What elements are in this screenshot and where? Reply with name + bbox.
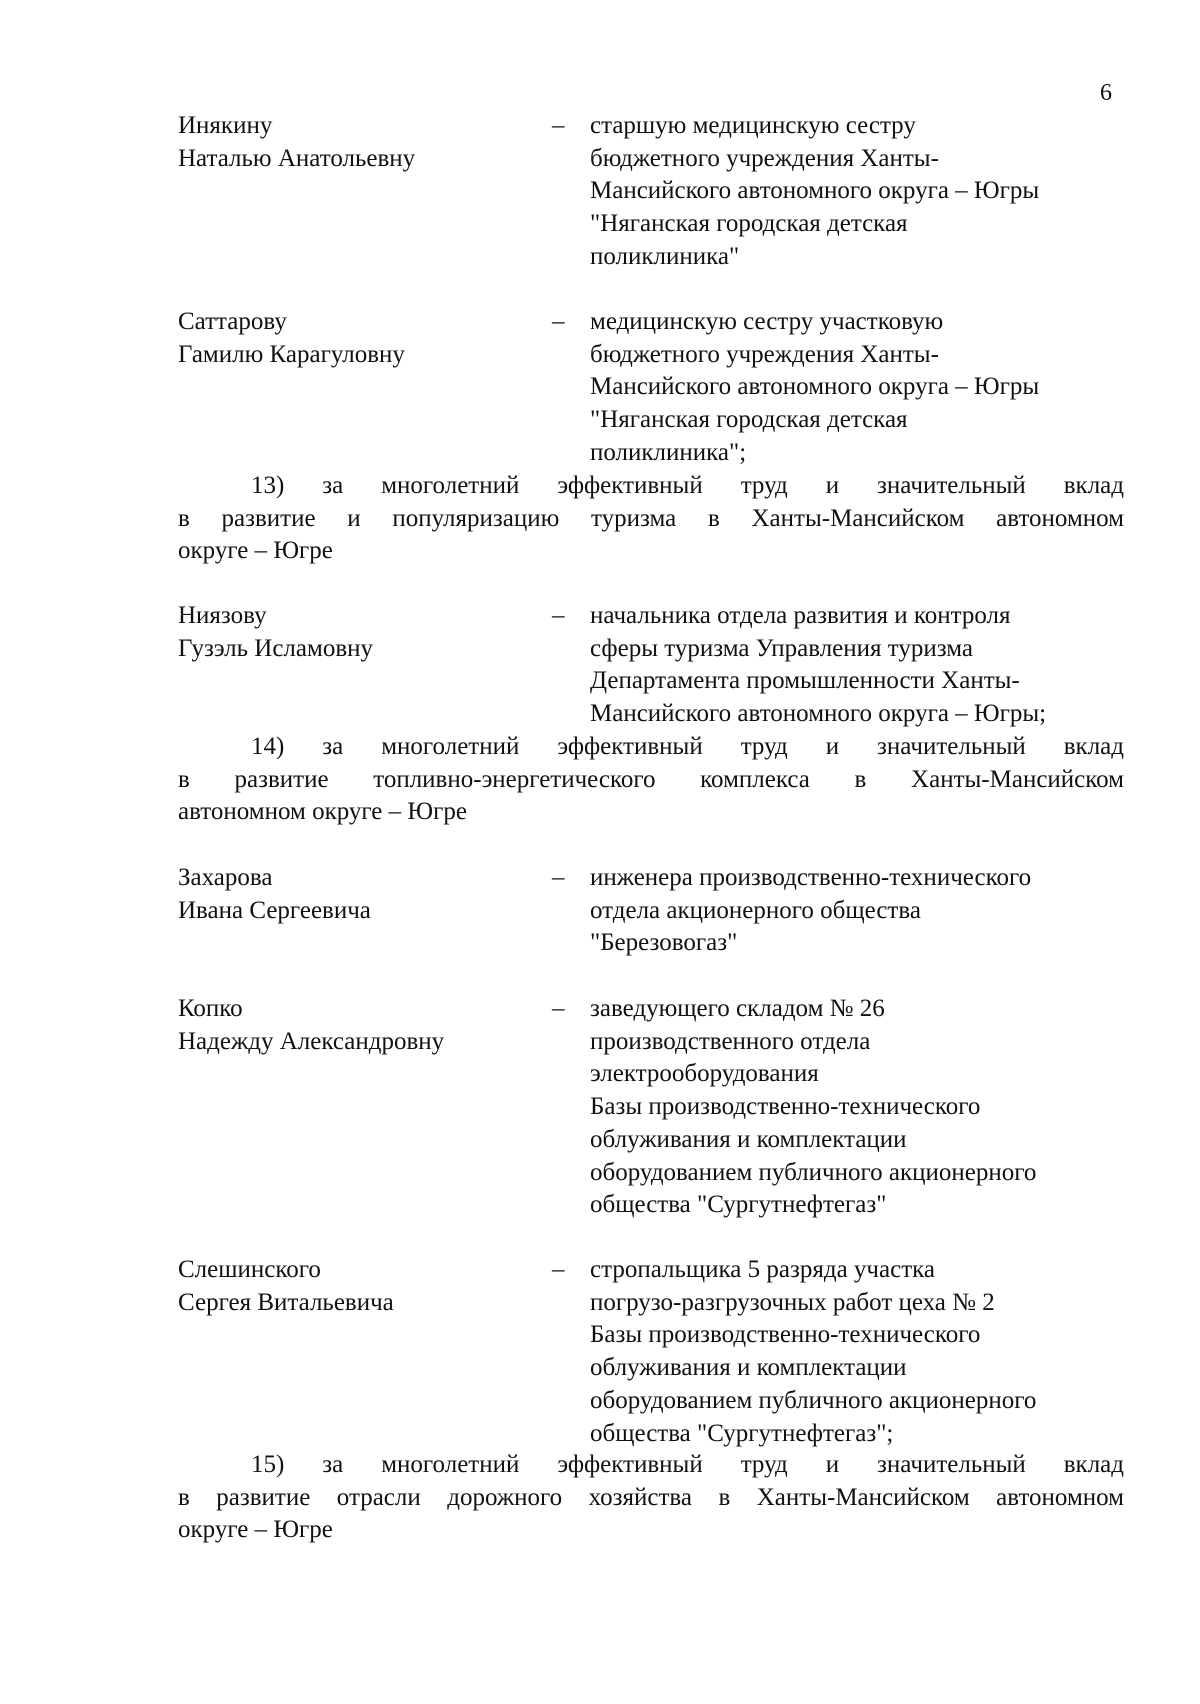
position-description [590, 862, 1118, 960]
word: и [825, 1451, 840, 1478]
word: и [825, 472, 840, 499]
desc-line: поликлиника" [590, 242, 740, 270]
word: вклад [1063, 1451, 1124, 1478]
word: и [825, 733, 840, 760]
word: труд [740, 472, 788, 499]
desc-line: производственного отдела [590, 1027, 871, 1055]
desc-line: погрузо-разгрузочных работ цеха № 2 [590, 1288, 995, 1316]
name-line: Инякину [178, 112, 273, 139]
word: вклад [1063, 733, 1124, 760]
separator-dash: – [552, 1256, 565, 1283]
paragraph-line: в развитие топливно-энергетического комплекса в Ханты-Мансийском [178, 765, 1124, 793]
person-name [178, 862, 538, 927]
desc-line: облуживания и комплектации [590, 1125, 907, 1153]
paragraph-line: округе – Югре [178, 537, 333, 565]
name-line: Сергея Витальевича [178, 1288, 394, 1316]
desc-line: Мансийского автономного округа – Югры [590, 177, 1040, 205]
word: 14) [251, 733, 285, 760]
category-paragraph [178, 731, 1124, 829]
name-line: Саттарову [178, 308, 287, 335]
desc-line: Базы производственно-технического [590, 1093, 981, 1121]
person-name [178, 1254, 538, 1319]
desc-line: Мансийского автономного округа – Югры [590, 373, 1040, 401]
paragraph-line: в развитие и популяризацию туризма в Ханты-Мансийском автономном [178, 504, 1124, 532]
word: за [322, 1451, 344, 1478]
name-line: Гамилю Карагуловну [178, 340, 405, 368]
desc-line: старшую медицинскую сестру [590, 112, 916, 139]
position-description [590, 1254, 1118, 1450]
word: многолетний [381, 472, 520, 499]
desc-line: облуживания и комплектации [590, 1354, 907, 1382]
word: 13) [251, 472, 285, 499]
position-description [590, 110, 1118, 274]
name-line: Ивана Сергеевича [178, 896, 371, 924]
word: многолетний [381, 1451, 520, 1478]
word: 15) [251, 1451, 285, 1478]
separator-dash: – [552, 864, 565, 891]
desc-line: Базы производственно-технического [590, 1321, 981, 1349]
desc-line: сферы туризма Управления туризма [590, 634, 974, 662]
word: многолетний [381, 733, 520, 760]
position-description [590, 306, 1118, 470]
page-number: 6 [1100, 80, 1112, 106]
word: эффективный [557, 1451, 703, 1478]
separator-dash: – [552, 308, 565, 335]
separator-dash: – [552, 602, 565, 629]
desc-line: начальника отдела развития и контроля [590, 602, 1011, 629]
position-description [590, 600, 1118, 731]
name-line: Ниязову [178, 602, 267, 629]
name-line: Наталью Анатольевну [178, 144, 416, 172]
separator-dash: – [552, 112, 565, 139]
desc-line: заведующего складом № 26 [590, 995, 885, 1022]
desc-line: электрооборудования [590, 1060, 819, 1088]
paragraph-line: в развитие отрасли дорожного хозяйства в Ханты-Мансийском автономном [178, 1483, 1124, 1511]
word: за [322, 472, 344, 499]
desc-line: общества "Сургутнефтегаз" [590, 1191, 887, 1219]
name-line: Копко [178, 995, 243, 1022]
desc-line: общества "Сургутнефтегаз"; [590, 1419, 894, 1447]
desc-line: поликлиника"; [590, 438, 747, 466]
word: значительный [877, 1451, 1026, 1478]
position-description [590, 993, 1118, 1222]
word: эффективный [557, 472, 703, 499]
paragraph-line-1 [178, 731, 1124, 764]
word: значительный [877, 733, 1026, 760]
name-line: Надежду Александровну [178, 1027, 445, 1055]
paragraph-line: округе – Югре [178, 1516, 333, 1544]
desc-line: "Няганская городская детская [590, 210, 908, 238]
category-paragraph [178, 1449, 1124, 1547]
person-name [178, 993, 538, 1058]
desc-line: бюджетного учреждения Ханты- [590, 144, 939, 172]
paragraph-line-1 [178, 1449, 1124, 1482]
paragraph-line-1 [178, 470, 1124, 503]
desc-line: стропальщика 5 разряда участка [590, 1256, 935, 1283]
desc-line: оборудованием публичного акционерного [590, 1158, 1037, 1186]
desc-line: "Няганская городская детская [590, 406, 908, 434]
desc-line: отдела акционерного общества [590, 896, 921, 924]
word: труд [740, 733, 788, 760]
person-name [178, 600, 538, 665]
word: труд [740, 1451, 788, 1478]
word: эффективный [557, 733, 703, 760]
desc-line: Департамента промышленности Ханты- [590, 667, 1020, 695]
paragraph-line: автономном округе – Югре [178, 798, 467, 826]
desc-line: бюджетного учреждения Ханты- [590, 340, 939, 368]
desc-line: инженера производственно-технического [590, 864, 1032, 891]
desc-line: медицинскую сестру участковую [590, 308, 944, 335]
word: вклад [1063, 472, 1124, 499]
word: значительный [877, 472, 1026, 499]
person-name [178, 110, 538, 175]
desc-line: Мансийского автономного округа – Югры; [590, 700, 1047, 728]
word: за [322, 733, 344, 760]
name-line: Слешинского [178, 1256, 321, 1283]
separator-dash: – [552, 995, 565, 1022]
name-line: Захарова [178, 864, 273, 891]
category-paragraph [178, 470, 1124, 568]
person-name [178, 306, 538, 371]
desc-line: оборудованием публичного акционерного [590, 1386, 1037, 1414]
name-line: Гузэль Исламовну [178, 634, 374, 662]
desc-line: "Березовогаз" [590, 929, 738, 957]
